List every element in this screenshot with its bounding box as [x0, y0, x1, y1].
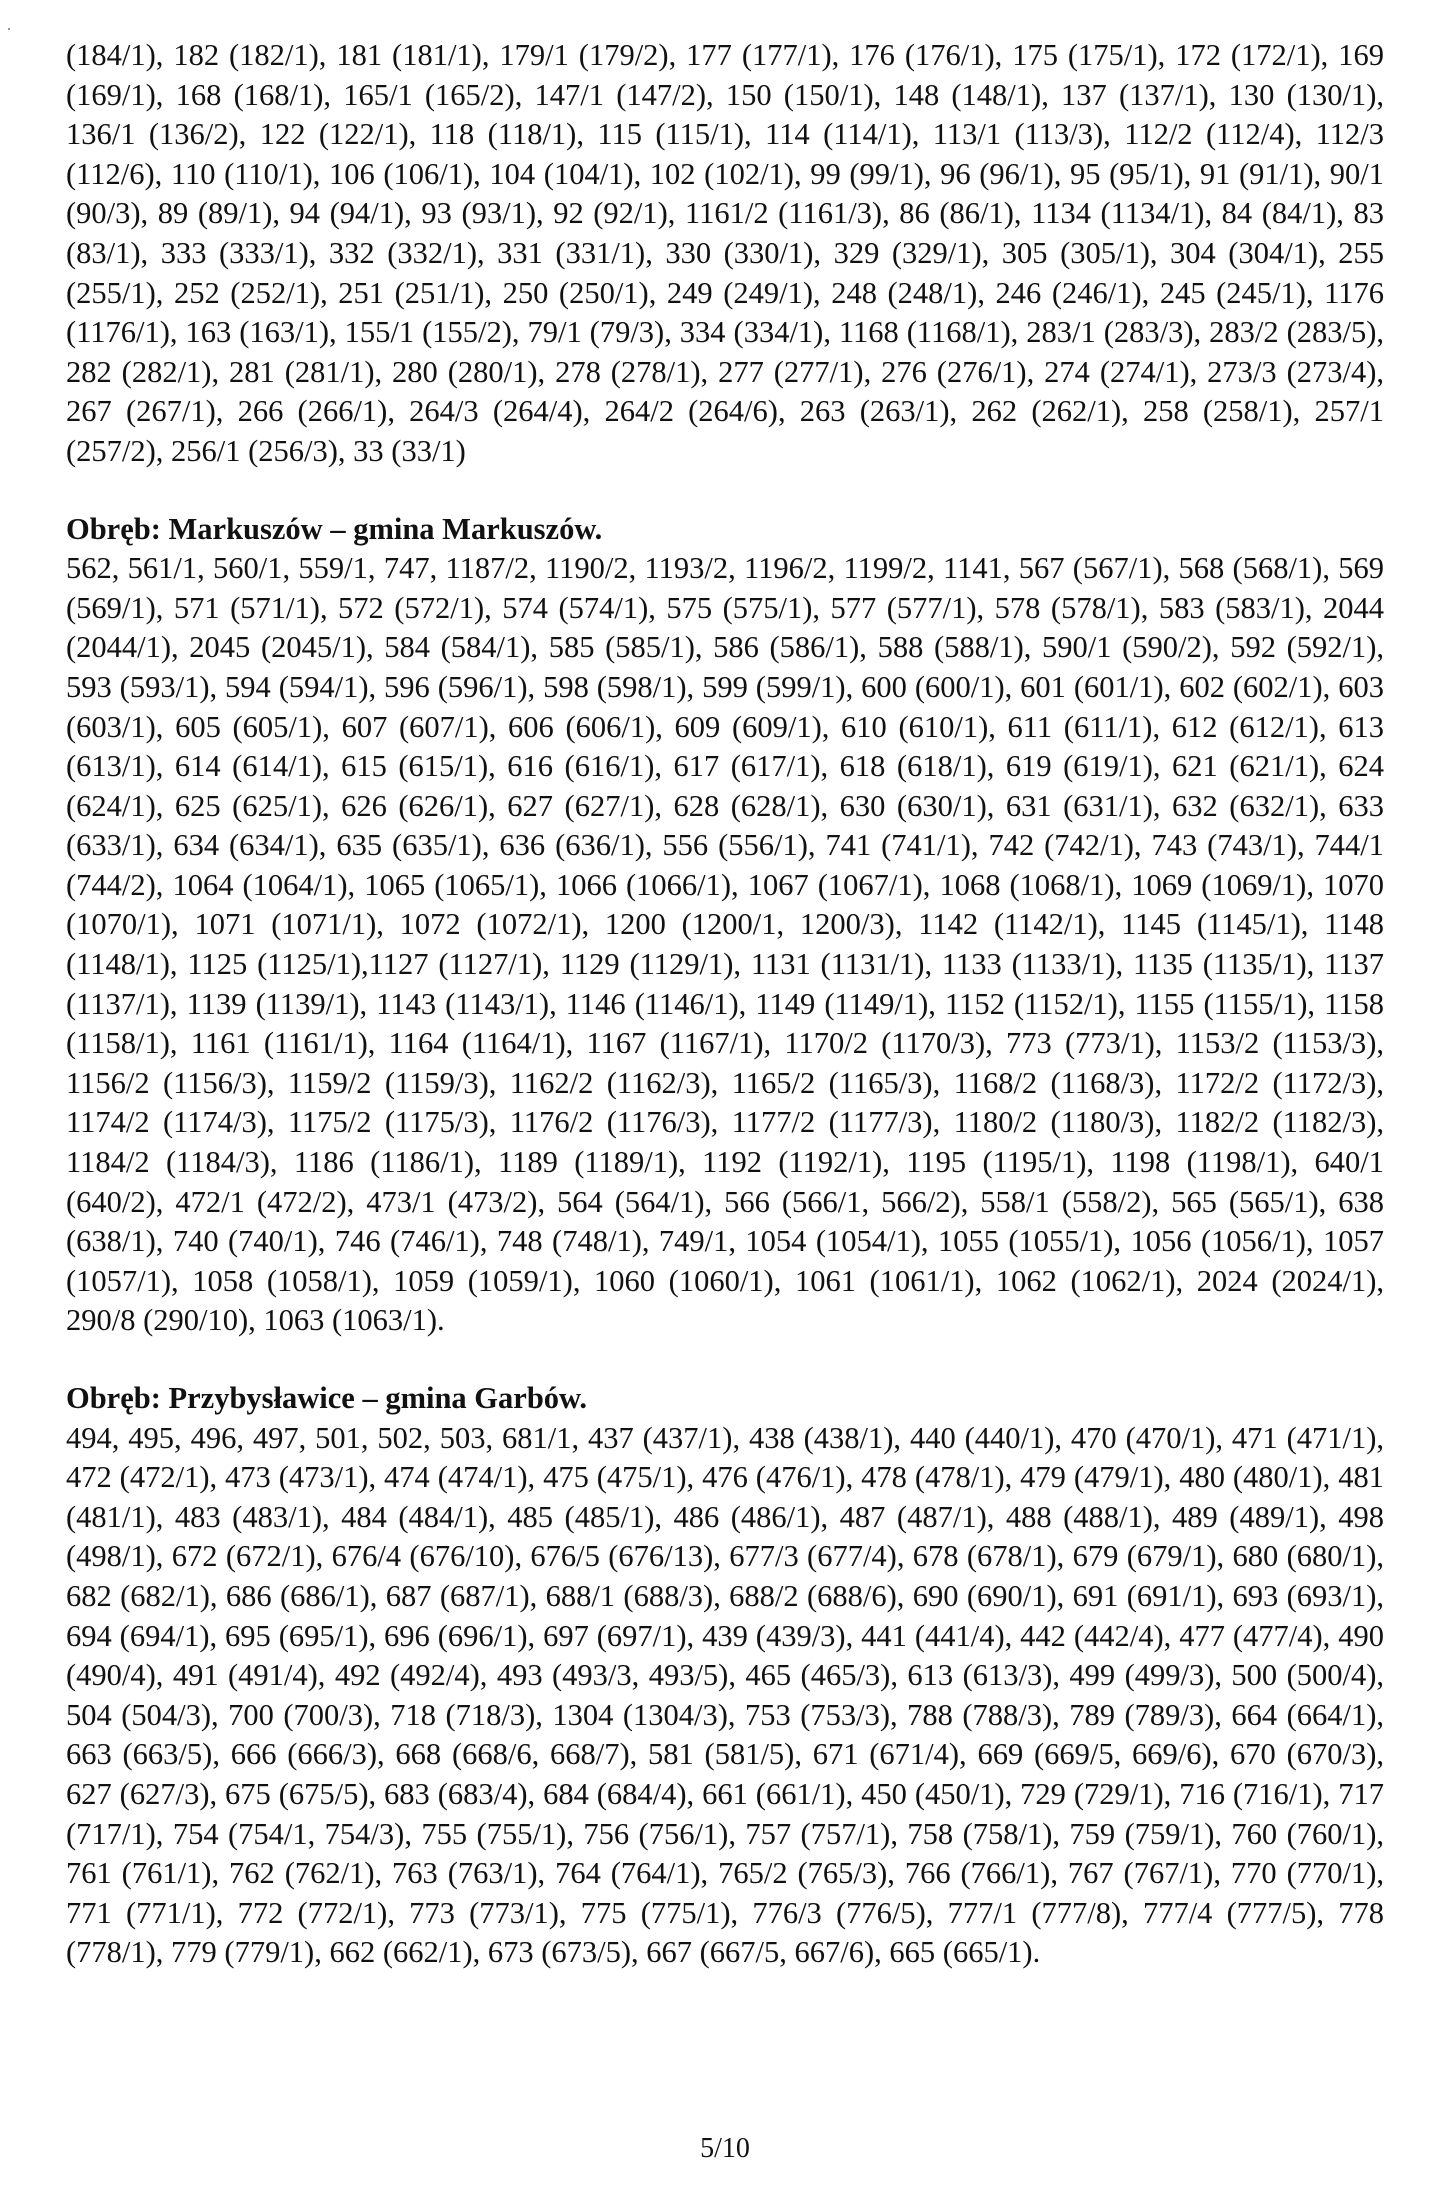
- page-number: 5/10: [700, 2133, 750, 2164]
- section-heading-markuszow: Obręb: Markuszów – gmina Markuszów.: [66, 511, 603, 546]
- parcel-list-przybyslawice: 494, 495, 496, 497, 501, 502, 503, 681/1, 437 (437/1), 438 (438/1), 440 (440/1), 470 (470/1), 471 (471/1), 472 (472/1), 473 (473/1), 474 (474/1), 475 (475/1), 476 (476/1), 478 (478/1), 479 (479/1), 480 (480/1), 481 (481/1), 483 (483/1), 484 (484/1), 485 (485/1), 486 (486/1), 487 (487/1), 488 (488/1), 489 (489/1), 498 (498/1), 672 (672/1), 676/4 (676/10), 676/5 (676/13), 677/3 (677/4), 678 (678/1), 679 (679/1), 680 (680/1), 682 (682/1), 686 (686/1), 687 (687/1), 688/1 (688/3), 688/2 (688/6), 690 (690/1), 691 (691/1), 693 (693/1), 694 (694/1), 695 (695/1), 696 (696/1), 697 (697/1), 439 (439/3), 441 (441/4), 442 (442/4), 477 (477/4), 490 (490/4), 491 (491/4), 492 (492/4), 493 (493/3, 493/5), 465 (465/3), 613 (613/3), 499 (499/3), 500 (500/4), 504 (504/3), 700 (700/3), 718 (718/3), 1304 (1304/3), 753 (753/3), 788 (788/3), 789 (789/3), 664 (664/1), 663 (663/5), 666 (666/3), 668 (668/6, 668/7), 581 (581/5), 671 (671/4), 669 (669/5, 669/6), 670 (670/3), 627 (627/3), 675 (675/5), 683 (683/4), 684 (684/4), 661 (661/1), 450 (450/1), 729 (729/1), 716 (716/1), 717 (717/1), 754 (754/1, 754/3), 755 (755/1), 756 (756/1), 757 (757/1), 758 (758/1), 759 (759/1), 760 (760/1), 761 (761/1), 762 (762/1), 763 (763/1), 764 (764/1), 765/2 (765/3), 766 (766/1), 767 (767/1), 770 (770/1), 771 (771/1), 772 (772/1), 773 (773/1), 775 (775/1), 776/3 (776/5), 777/1 (777/8), 777/4 (777/5), 778 (778/1), 779 (779/1), 662 (662/1), 673 (673/5), 667 (667/5, 667/6), 665 (665/1).: [66, 1420, 1384, 1970]
- section-przybyslawice: [66, 1379, 1384, 1973]
- section-markuszow: [66, 510, 1384, 1341]
- parcel-list-continuation: (184/1), 182 (182/1), 181 (181/1), 179/1 (179/2), 177 (177/1), 176 (176/1), 175 (175/1), 172 (172/1), 169 (169/1), 168 (168/1), 165/1 (165/2), 147/1 (147/2), 150 (150/1), 148 (148/1), 137 (137/1), 130 (130/1), 136/1 (136/2), 122 (122/1), 118 (118/1), 115 (115/1), 114 (114/1), 113/1 (113/3), 112/2 (112/4), 112/3 (112/6), 110 (110/1), 106 (106/1), 104 (104/1), 102 (102/1), 99 (99/1), 96 (96/1), 95 (95/1), 91 (91/1), 90/1 (90/3), 89 (89/1), 94 (94/1), 93 (93/1), 92 (92/1), 1161/2 (1161/3), 86 (86/1), 1134 (1134/1), 84 (84/1), 83 (83/1), 333 (333/1), 332 (332/1), 331 (331/1), 330 (330/1), 329 (329/1), 305 (305/1), 304 (304/1), 255 (255/1), 252 (252/1), 251 (251/1), 250 (250/1), 249 (249/1), 248 (248/1), 246 (246/1), 245 (245/1), 1176 (1176/1), 163 (163/1), 155/1 (155/2), 79/1 (79/3), 334 (334/1), 1168 (1168/1), 283/1 (283/3), 283/2 (283/5), 282 (282/1), 281 (281/1), 280 (280/1), 278 (278/1), 277 (277/1), 276 (276/1), 274 (274/1), 273/3 (273/4), 267 (267/1), 266 (266/1), 264/3 (264/4), 264/2 (264/6), 263 (263/1), 262 (262/1), 258 (258/1), 257/1 (257/2), 256/1 (256/3), 33 (33/1): [66, 38, 1384, 468]
- document-page: [66, 36, 1384, 1973]
- section-heading-przybyslawice: Obręb: Przybysławice – gmina Garbów.: [66, 1381, 588, 1415]
- scan-speck: [8, 28, 10, 30]
- parcel-list-markuszow: 562, 561/1, 560/1, 559/1, 747, 1187/2, 1190/2, 1193/2, 1196/2, 1199/2, 1141, 567 (567/1), 568 (568/1), 569 (569/1), 571 (571/1), 572 (572/1), 574 (574/1), 575 (575/1), 577 (577/1), 578 (578/1), 583 (583/1), 2044 (2044/1), 2045 (2045/1), 584 (584/1), 585 (585/1), 586 (586/1), 588 (588/1), 590/1 (590/2), 592 (592/1), 593 (593/1), 594 (594/1), 596 (596/1), 598 (598/1), 599 (599/1), 600 (600/1), 601 (601/1), 602 (602/1), 603 (603/1), 605 (605/1), 607 (607/1), 606 (606/1), 609 (609/1), 610 (610/1), 611 (611/1), 612 (612/1), 613 (613/1), 614 (614/1), 615 (615/1), 616 (616/1), 617 (617/1), 618 (618/1), 619 (619/1), 621 (621/1), 624 (624/1), 625 (625/1), 626 (626/1), 627 (627/1), 628 (628/1), 630 (630/1), 631 (631/1), 632 (632/1), 633 (633/1), 634 (634/1), 635 (635/1), 636 (636/1), 556 (556/1), 741 (741/1), 742 (742/1), 743 (743/1), 744/1 (744/2), 1064 (1064/1), 1065 (1065/1), 1066 (1066/1), 1067 (1067/1), 1068 (1068/1), 1069 (1069/1), 1070 (1070/1), 1071 (1071/1), 1072 (1072/1), 1200 (1200/1, 1200/3), 1142 (1142/1), 1145 (1145/1), 1148 (1148/1), 1125 (1125/1),1127 (1127/1), 1129 (1129/1), 1131 (1131/1), 1133 (1133/1), 1135 (1135/1), 1137 (1137/1), 1139 (1139/1), 1143 (1143/1), 1146 (1146/1), 1149 (1149/1), 1152 (1152/1), 1155 (1155/1), 1158 (1158/1), 1161 (1161/1), 1164 (1164/1), 1167 (1167/1), 1170/2 (1170/3), 773 (773/1), 1153/2 (1153/3), 1156/2 (1156/3), 1159/2 (1159/3), 1162/2 (1162/3), 1165/2 (1165/3), 1168/2 (1168/3), 1172/2 (1172/3), 1174/2 (1174/3), 1175/2 (1175/3), 1176/2 (1176/3), 1177/2 (1177/3), 1180/2 (1180/3), 1182/2 (1182/3), 1184/2 (1184/3), 1186 (1186/1), 1189 (1189/1), 1192 (1192/1), 1195 (1195/1), 1198 (1198/1), 640/1 (640/2), 472/1 (472/2), 473/1 (473/2), 564 (564/1), 566 (566/1, 566/2), 558/1 (558/2), 565 (565/1), 638 (638/1), 740 (740/1), 746 (746/1), 748 (748/1), 749/1, 1054 (1054/1), 1055 (1055/1), 1056 (1056/1), 1057 (1057/1), 1058 (1058/1), 1059 (1059/1), 1060 (1060/1), 1061 (1061/1), 1062 (1062/1), 2024 (2024/1), 290/8 (290/10), 1063 (1063/1).: [66, 551, 1384, 1338]
